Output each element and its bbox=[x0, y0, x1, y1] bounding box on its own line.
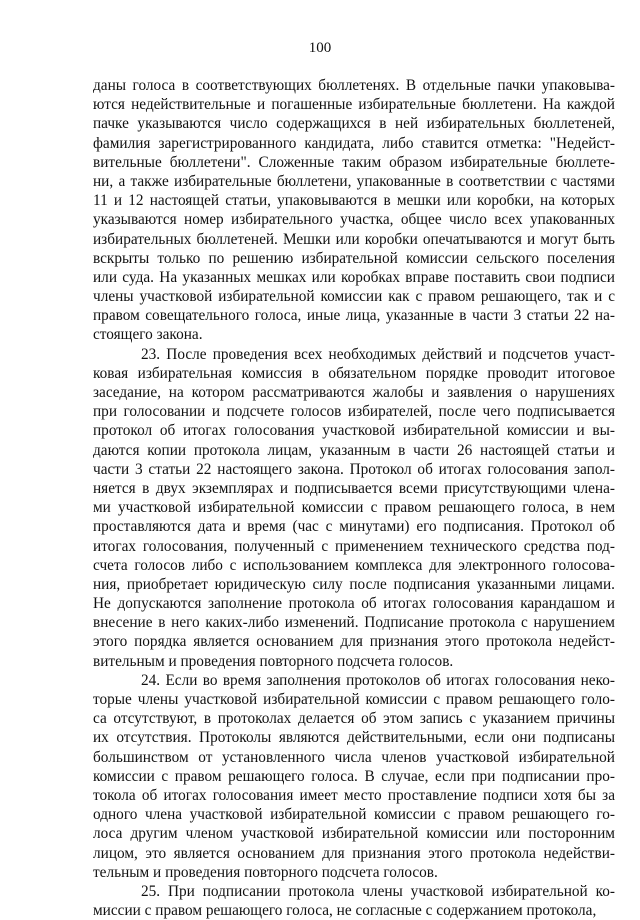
text-line: комиссии с правом решающего голоса. В случае, если при подписании про- bbox=[93, 767, 615, 785]
paragraph bbox=[93, 882, 615, 920]
text-line: при голосовании и подсчете голосов избирателей, после чего подписывается bbox=[93, 403, 615, 421]
text-line: са отсутствуют, в протоколах делается об этом запись с указанием причины bbox=[93, 710, 615, 728]
text-line: няется в двух экземплярах и подписывается всеми присутствующими члена- bbox=[93, 479, 615, 497]
text-line: токола об итогах голосования имеет место проставление подписи хотя бы за bbox=[93, 786, 615, 804]
text-line: члены участковой избирательной комиссии как с правом решающего, так и с bbox=[93, 288, 615, 306]
text-line: 25. При подписании протокола члены участковой избирательной ко- bbox=[141, 882, 615, 900]
text-line: внесение в него каких-либо изменений. Подписание протокола с нарушением bbox=[93, 614, 615, 632]
text-line: протокол об итогах голосования участковой избирательной комиссии и вы- bbox=[93, 422, 615, 440]
document-body bbox=[93, 76, 615, 920]
text-line: этого порядка является основанием для признания этого протокола недейст- bbox=[93, 633, 615, 651]
text-line: части 3 статьи 22 настоящего закона. Протокол об итогах голосования запол- bbox=[93, 460, 615, 478]
text-line: ковая избирательная комиссия в обязательном порядке проводит итоговое bbox=[93, 364, 615, 382]
text-line: даны голоса в соответствующих бюллетенях. В отдельные пачки упаковыва- bbox=[93, 77, 615, 94]
text-line: 23. После проведения всех необходимых действий и подсчетов участ- bbox=[141, 345, 615, 363]
paragraph bbox=[93, 76, 615, 345]
paragraph bbox=[93, 345, 615, 671]
text-line: счета голосов либо с использованием комплекса для электронного голосова- bbox=[93, 556, 615, 574]
text-line: торые члены участковой избирательной комиссии с правом решающего голо- bbox=[93, 691, 615, 708]
text-line: ются недействительные и погашенные избирательные бюллетени. На каждой bbox=[93, 96, 615, 114]
text-line: проставляются дата и время (час с минутами) его подписания. Протокол об bbox=[93, 518, 615, 536]
text-line: ми участковой избирательной комиссии с правом решающего голоса, в нем bbox=[93, 499, 615, 517]
text-line: указываются номер избирательного участка, общее число всех упакованных bbox=[93, 211, 615, 229]
text-line: вительным и проведения повторного подсчета голосов. bbox=[93, 652, 454, 670]
text-line: итогах голосования, полученный с применением технического средства под- bbox=[93, 537, 615, 555]
text-line: даются копии протокола лицам, указанным в части 26 настоящей статьи и bbox=[93, 441, 615, 459]
text-line: заседание, на котором рассматриваются жалобы и заявления о нарушениях bbox=[93, 384, 615, 401]
text-line: миссии с правом решающего голоса, не согласные с содержанием протокола, bbox=[93, 902, 597, 920]
text-line: ни, а также избирательные бюллетени, упакованные в соответствии с частями bbox=[93, 172, 615, 190]
text-line: стоящего закона. bbox=[93, 326, 203, 344]
paragraph bbox=[93, 671, 615, 882]
text-line: пачке указываются число содержащихся в ней избирательных бюллетеней, bbox=[93, 115, 615, 133]
text-line: правом совещательного голоса, иные лица, указанные в части 3 статьи 22 на- bbox=[93, 307, 615, 325]
text-line: лоса другим членом участковой избирательной комиссии или посторонним bbox=[93, 825, 615, 843]
text-line: фамилия зарегистрированного кандидата, либо ставится отметка: "Недейст- bbox=[93, 134, 615, 152]
text-line: большинством от установленного числа членов участковой избирательной bbox=[93, 748, 615, 766]
text-line: лицом, это является основанием для признания этого протокола недействи- bbox=[93, 844, 615, 862]
text-line: 11 и 12 настоящей статьи, упаковываются в мешки или коробки, на которых bbox=[93, 192, 615, 210]
text-line: их отсутствия. Протоколы являются действительными, если они подписаны bbox=[93, 729, 615, 747]
text-line: избирательных бюллетеней. Мешки или коробки опечатываются и могут быть bbox=[93, 230, 615, 248]
text-line: или суда. На указанных мешках или коробках вправе поставить свои подписи bbox=[93, 268, 615, 286]
text-line: вительные бюллетени". Сложенные таким образом избирательные бюллете- bbox=[93, 153, 615, 171]
text-line: ния, приобретает юридическую силу после подписания указанными лицами. bbox=[93, 575, 615, 593]
text-line: тельным и проведения повторного подсчета голосов. bbox=[93, 863, 438, 881]
text-line: Не допускаются заполнение протокола об итогах голосования карандашом и bbox=[93, 595, 615, 613]
text-line: вскрыты только по решению избирательной комиссии сельского поселения bbox=[93, 249, 615, 267]
text-line: 24. Если во время заполнения протоколов об итогах голосования неко- bbox=[141, 671, 615, 689]
page-number: 100 bbox=[308, 40, 332, 56]
text-line: одного члена участковой избирательной комиссии с правом решающего го- bbox=[93, 806, 615, 824]
